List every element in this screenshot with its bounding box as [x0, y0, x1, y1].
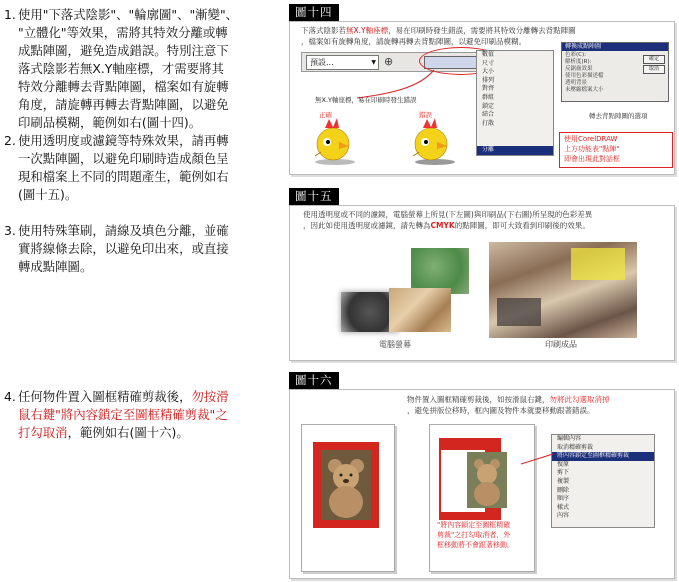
text-run: 任何物件置入圖框精確剪裁後，	[18, 389, 192, 404]
text-line	[18, 406, 272, 424]
desc-run: 物件置入圖框精確剪裁後，如按滑鼠右鍵，	[407, 395, 550, 404]
text-line: 使用特殊筆刷，請線及填色分離，並確	[18, 223, 229, 238]
dialog-ok-button[interactable]: 確定	[643, 55, 665, 64]
warning-text: 勿按滑	[191, 389, 229, 404]
figure-14	[289, 4, 676, 176]
menu-item[interactable]: 排列	[482, 76, 495, 84]
teddy-bear-shifted-image	[467, 452, 507, 508]
desc-highlight: 無X.Y軸座標	[346, 26, 389, 35]
text-line: 轉成點陣圖。	[18, 259, 93, 274]
note-line: 剪裁"之打勾取消者，外	[437, 531, 511, 539]
callout-text: 無X.Y軸座標，易在印刷時發生錯誤	[315, 96, 417, 104]
menu-item[interactable]: 大小	[482, 68, 495, 76]
menu-item[interactable]: 尺寸	[482, 59, 495, 67]
item-number: 3.	[4, 223, 16, 238]
text-line	[18, 424, 272, 442]
menu-item[interactable]: 群組	[482, 93, 495, 101]
text-line: 一次點陣圖，以避免印刷時造成顏色呈	[18, 151, 229, 166]
item-number: 4.	[4, 389, 16, 404]
text-line: 成點陣圖，避免造成錯誤。特別注意下	[18, 43, 229, 58]
dialog-row[interactable]: 透明背景	[565, 80, 588, 86]
teddy-bear-image	[321, 450, 371, 520]
text-line: 使用"下落式陰影"、"輪廓圖"、"漸變"、	[18, 7, 239, 22]
text-line: 印刷品模糊，範例如右(圖十四)。	[18, 115, 202, 130]
menu-item[interactable]: 內容	[557, 512, 570, 520]
instruction-3	[4, 222, 272, 276]
note-line: 框移動將不會跟著移動。	[437, 541, 514, 549]
text-line: 角度，請旋轉再轉去背點陣圖，以避免	[18, 97, 229, 112]
print-dark-overlay	[497, 298, 541, 326]
menu-item[interactable]: 順序	[557, 495, 570, 503]
convert-bitmap-dialog	[561, 42, 669, 102]
menu-item[interactable]: 刪除	[557, 486, 570, 494]
dialog-note: 轉去背點陣圖的選項	[589, 112, 648, 120]
desc-line	[407, 394, 667, 405]
menu-spacer	[477, 128, 553, 146]
chick-wrong-image	[401, 116, 461, 166]
preset-value: 預設...	[310, 58, 334, 67]
dialog-row[interactable]: 色彩(C):	[565, 52, 586, 58]
menu-item[interactable]: 結合	[482, 111, 495, 119]
text-line: (圖十五)。	[18, 187, 78, 202]
desc-run: ，檔案如有旋轉角度，請旋轉再轉去背點陣圖，以避免印刷品模糊。	[301, 37, 526, 46]
callout-line: 上方功能表"點陣"	[564, 145, 620, 153]
instruction-4	[4, 388, 272, 442]
callout-box	[559, 132, 673, 168]
menu-item[interactable]: 打散	[482, 119, 495, 127]
warning-text: 鼠右鍵	[18, 407, 56, 422]
menu-item[interactable]: 復原	[557, 460, 570, 468]
screen-photo	[389, 288, 451, 332]
desc-run: ，因此如使用透明度或濾鏡，請先轉為	[303, 221, 431, 230]
dialog-row[interactable]: 使用色彩描述檔	[565, 73, 604, 79]
desc-line	[303, 220, 663, 231]
chevron-down-icon: ▼	[371, 59, 376, 66]
print-yellow-overlay	[571, 248, 625, 280]
text-line: "立體化"等效果，需將其特效分離或轉	[18, 25, 228, 40]
desc-line: 使用透明度或不同的濾鏡，電腦螢幕上所見(下左圖)與印刷品(下右圖)所呈現的色彩差異	[303, 210, 593, 219]
text-run: ，範例如右(圖十六)。	[67, 425, 189, 440]
dialog-row[interactable]: 反鋸齒效果	[565, 66, 593, 72]
menu-item[interactable]: 剪下	[557, 469, 570, 477]
text-line	[18, 388, 272, 406]
menu-item[interactable]: 編輯內容	[557, 435, 582, 442]
desc-highlight: 勿將此勾選取消掉	[549, 395, 610, 404]
desc-run: ，易在印刷時發生錯誤，需要將其特效分離轉去背點陣圖	[388, 26, 576, 35]
note-line: "將內容鎖定至圖框精確	[437, 521, 511, 529]
figure-title: 圖十五	[289, 188, 339, 205]
arrange-menu	[476, 50, 554, 156]
label-wrong: 錯誤	[419, 111, 432, 119]
menu-item[interactable]: 對齊	[482, 85, 495, 93]
callout-line: 使用CorelDRAW	[564, 135, 618, 143]
figure-title: 圖十六	[289, 372, 339, 389]
menu-item[interactable]: 複製	[557, 477, 570, 485]
callout-line: 即會出現此對話框	[564, 155, 620, 163]
menu-item-selected[interactable]: 分離	[477, 146, 553, 155]
desc-run: 的點陣圖，即可大致看到印刷後的效果。	[454, 221, 590, 230]
dialog-row[interactable]: 解析度(R):	[565, 59, 592, 65]
figure-15	[289, 188, 676, 364]
menu-item[interactable]: 樣式	[557, 503, 570, 511]
desc-run: 下落式陰影若	[301, 26, 346, 35]
text-line: 特效分離轉去背點陣圖，檔案如有旋轉	[18, 79, 229, 94]
instruction-1	[4, 6, 272, 132]
warning-text: "將內容鎖定至圖框精確剪裁"之	[55, 407, 228, 422]
menu-item[interactable]: 取消精確剪裁	[557, 443, 594, 451]
dialog-cancel-button[interactable]: 取消	[643, 65, 665, 74]
figure-desc	[303, 209, 663, 231]
chick-correct-image	[303, 116, 363, 166]
menu-item[interactable]: 數值	[482, 51, 495, 58]
dialog-title: 轉換成點陣圖	[562, 43, 668, 51]
menu-pointer-arrow	[519, 448, 559, 468]
text-line: 現和檔案上不同的問題產生，範例如右	[18, 169, 229, 184]
text-line: 實將線條去除，以避免印出來，或直接	[18, 241, 229, 256]
dialog-row: 未壓縮檔案大小	[565, 87, 604, 93]
label-correct: 正確	[319, 111, 332, 119]
powerclip-context-menu	[551, 434, 655, 528]
warning-text: 打勾取消	[18, 425, 68, 440]
menu-item[interactable]: 鎖定	[482, 102, 495, 110]
text-line: 使用透明度或濾鏡等特殊效果，請再轉	[18, 133, 229, 148]
figure-desc	[301, 25, 601, 47]
menu-item-selected[interactable]: 將內容鎖定至圖框精確剪裁	[552, 452, 654, 461]
cmyk-highlight: CMYK	[430, 221, 455, 230]
desc-line: ，避免拼版位移時，框內圖及物件本就要移動跟著錯誤。	[407, 406, 595, 415]
figure-16	[289, 372, 676, 580]
figure-desc	[407, 394, 667, 416]
caption-screen: 電腦螢幕	[379, 340, 411, 349]
figure-title: 圖十四	[289, 4, 339, 21]
item-number: 2.	[4, 133, 16, 148]
locked-note	[437, 520, 531, 550]
add-preset-icon[interactable]: ⊕	[384, 55, 394, 68]
caption-print: 印刷成品	[545, 340, 577, 349]
item-number: 1.	[4, 7, 16, 22]
instruction-2	[4, 132, 272, 204]
text-line: 落式陰影若無X.Y軸座標，才需要將其	[18, 61, 224, 76]
